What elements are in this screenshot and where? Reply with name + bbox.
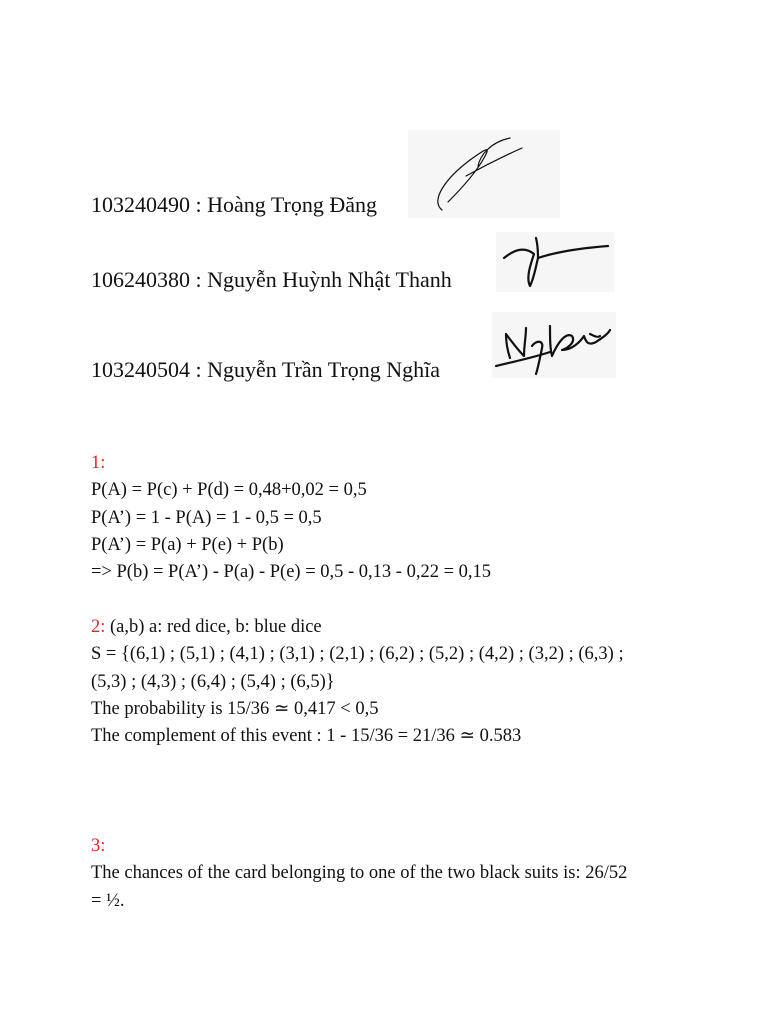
student-name: Nguyễn Huỳnh Nhật Thanh <box>207 267 452 292</box>
author-row-3 <box>91 357 440 383</box>
student-name: Hoàng Trọng Đăng <box>207 192 378 217</box>
sample-space-line-1: S = {(6,1) ; (5,1) ; (4,1) ; (3,1) ; (2,1) ; (6,2) ; (5,2) ; (4,2) ; (3,2) ; (6,3) ; <box>91 644 624 665</box>
question-3-text-line-1: The chances of the card belonging to one of the two black suits is: 26/52 <box>91 863 628 884</box>
student-name: Nguyễn Trần Trọng Nghĩa <box>207 357 440 382</box>
question-1-label: 1: <box>91 453 106 473</box>
signature-1-image <box>408 130 560 218</box>
question-2-heading <box>91 614 691 641</box>
complement-line: The complement of this event : 1 - 15/36 = 21/36 ≃ 0.583 <box>91 726 522 747</box>
question-1-section <box>91 450 691 586</box>
question-1-line-4: => P(b) = P(A’) - P(a) - P(e) = 0,5 - 0,13 - 0,22 = 0,15 <box>91 562 492 583</box>
sample-space-line-2: (5,3) ; (4,3) ; (6,4) ; (5,4) ; (6,5)} <box>91 671 335 692</box>
question-1-line-2: P(A’) = 1 - P(A) = 1 - 0,5 = 0,5 <box>91 507 322 528</box>
id-name-separator: : <box>190 192 208 217</box>
id-name-separator: : <box>190 267 208 292</box>
question-3-section <box>91 833 691 915</box>
author-row-1 <box>91 192 377 218</box>
author-row-2 <box>91 267 452 293</box>
student-id: 103240490 <box>91 192 190 217</box>
id-name-separator: : <box>190 357 208 382</box>
question-1-line-1: P(A) = P(c) + P(d) = 0,48+0,02 = 0,5 <box>91 480 367 501</box>
question-2-label: 2: <box>91 617 106 637</box>
question-1-line-3: P(A’) = P(a) + P(e) + P(b) <box>91 534 284 555</box>
student-id: 106240380 <box>91 267 190 292</box>
question-3-text-line-2: = ½. <box>91 890 125 911</box>
question-3-label: 3: <box>91 836 106 856</box>
signature-3-image <box>492 312 616 378</box>
question-2-intro: (a,b) a: red dice, b: blue dice <box>105 617 322 637</box>
student-id: 103240504 <box>91 357 190 382</box>
signature-2-image <box>496 232 614 292</box>
probability-line: The probability is 15/36 ≃ 0,417 < 0,5 <box>91 698 379 719</box>
question-2-section <box>91 614 691 750</box>
